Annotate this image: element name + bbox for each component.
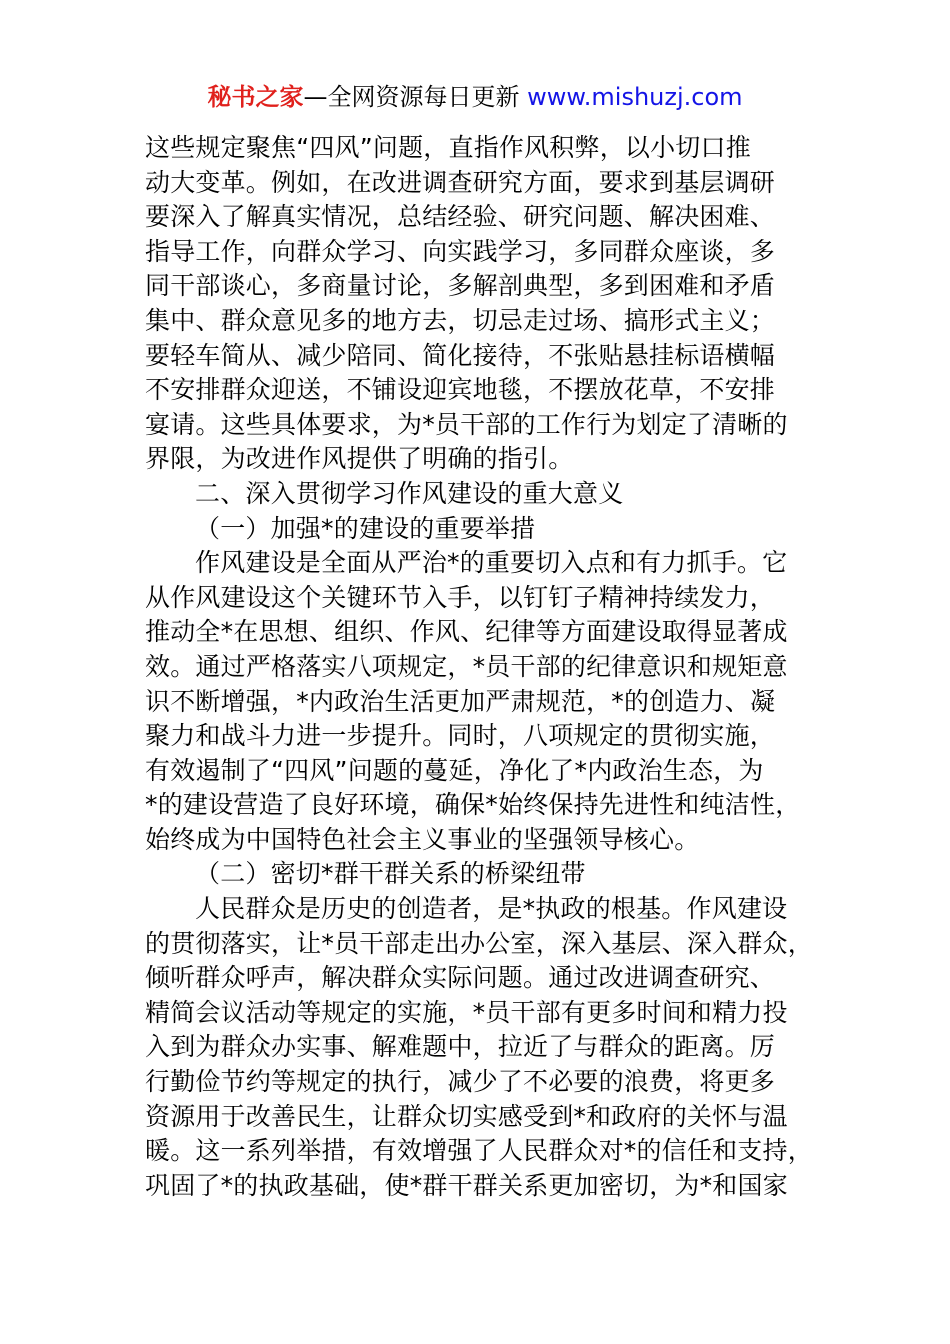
text-line: 倾听群众呼声，解决群众实际问题。通过改进调查研究、 — [145, 963, 776, 993]
document-body — [145, 131, 845, 1203]
text-line: 精简会议活动等规定的实施，*员干部有更多时间和精力投 — [145, 997, 788, 1027]
text-line: 巩固了*的执政基础，使*群干群关系更加密切，为*和国家 — [145, 1170, 788, 1200]
text-line: 要轻车简从、减少陪同、简化接待，不张贴悬挂标语横幅 — [145, 340, 776, 370]
text-line: 从作风建设这个关键环节入手，以钉钉子精神持续发力， — [145, 582, 776, 612]
site-header — [0, 80, 950, 114]
text-line: 推动全*在思想、组织、作风、纪律等方面建设取得显著成 — [145, 617, 788, 647]
text-line: 这些规定聚焦“四风”问题，直指作风积弊，以小切口推 — [145, 133, 751, 162]
text-line: 有效遏制了“四风”问题的蔓延，净化了*内政治生态，为 — [145, 755, 764, 785]
text-line: 入到为群众办实事、解难题中，拉近了与群众的距离。厉 — [145, 1032, 776, 1062]
text-line: 宴请。这些具体要求，为*员干部的工作行为划定了清晰的 — [145, 409, 788, 439]
text-line: 界限，为改进作风提供了明确的指引。 — [145, 444, 574, 474]
site-tagline: —全网资源每日更新 — [303, 83, 528, 111]
text-line: 聚力和战斗力进一步提升。同时，八项规定的贯彻实施， — [145, 721, 776, 751]
site-url: www.mishuzj.com — [527, 83, 743, 111]
text-line: 要深入了解真实情况，总结经验、研究问题、解决困难、 — [145, 202, 776, 232]
text-line: 的贯彻落实，让*员干部走出办公室，深入基层、深入群众， — [145, 928, 813, 958]
subsection-heading: （二）密切*群干群关系的桥梁纽带 — [195, 859, 586, 889]
text-line: 动大变革。例如，在改进调查研究方面，要求到基层调研 — [145, 167, 776, 197]
text-line: 始终成为中国特色社会主义事业的坚强领导核心。 — [145, 824, 700, 854]
text-line: 资源用于改善民生，让群众切实感受到*和政府的关怀与温 — [145, 1101, 788, 1131]
text-line: *的建设营造了良好环境，确保*始终保持先进性和纯洁性， — [145, 790, 801, 820]
section-heading: 二、深入贯彻学习作风建设的重大意义 — [195, 478, 624, 508]
text-line: 集中、群众意见多的地方去，切忌走过场、搞形式主义； — [145, 305, 776, 335]
subsection-heading: （一）加强*的建设的重要举措 — [195, 513, 536, 543]
text-line: 行勤俭节约等规定的执行，减少了不必要的浪费，将更多 — [145, 1067, 776, 1097]
text-line: 指导工作，向群众学习、向实践学习，多同群众座谈，多 — [145, 236, 776, 266]
paragraph-start-line: 人民群众是历史的创造者，是*执政的根基。作风建设 — [195, 894, 788, 924]
text-line: 识不断增强，*内政治生活更加严肃规范，*的创造力、凝 — [145, 686, 776, 716]
site-brand: 秘书之家 — [207, 83, 304, 111]
text-line: 同干部谈心，多商量讨论，多解剖典型，多到困难和矛盾 — [145, 271, 776, 301]
text-line: 暖。这一系列举措，有效增强了人民群众对*的信任和支持， — [145, 1136, 813, 1166]
text-line: 效。通过严格落实八项规定，*员干部的纪律意识和规矩意 — [145, 651, 788, 681]
paragraph-start-line: 作风建设是全面从严治*的重要切入点和有力抓手。它 — [195, 548, 788, 578]
text-line: 不安排群众迎送，不铺设迎宾地毯，不摆放花草，不安排 — [145, 375, 776, 405]
